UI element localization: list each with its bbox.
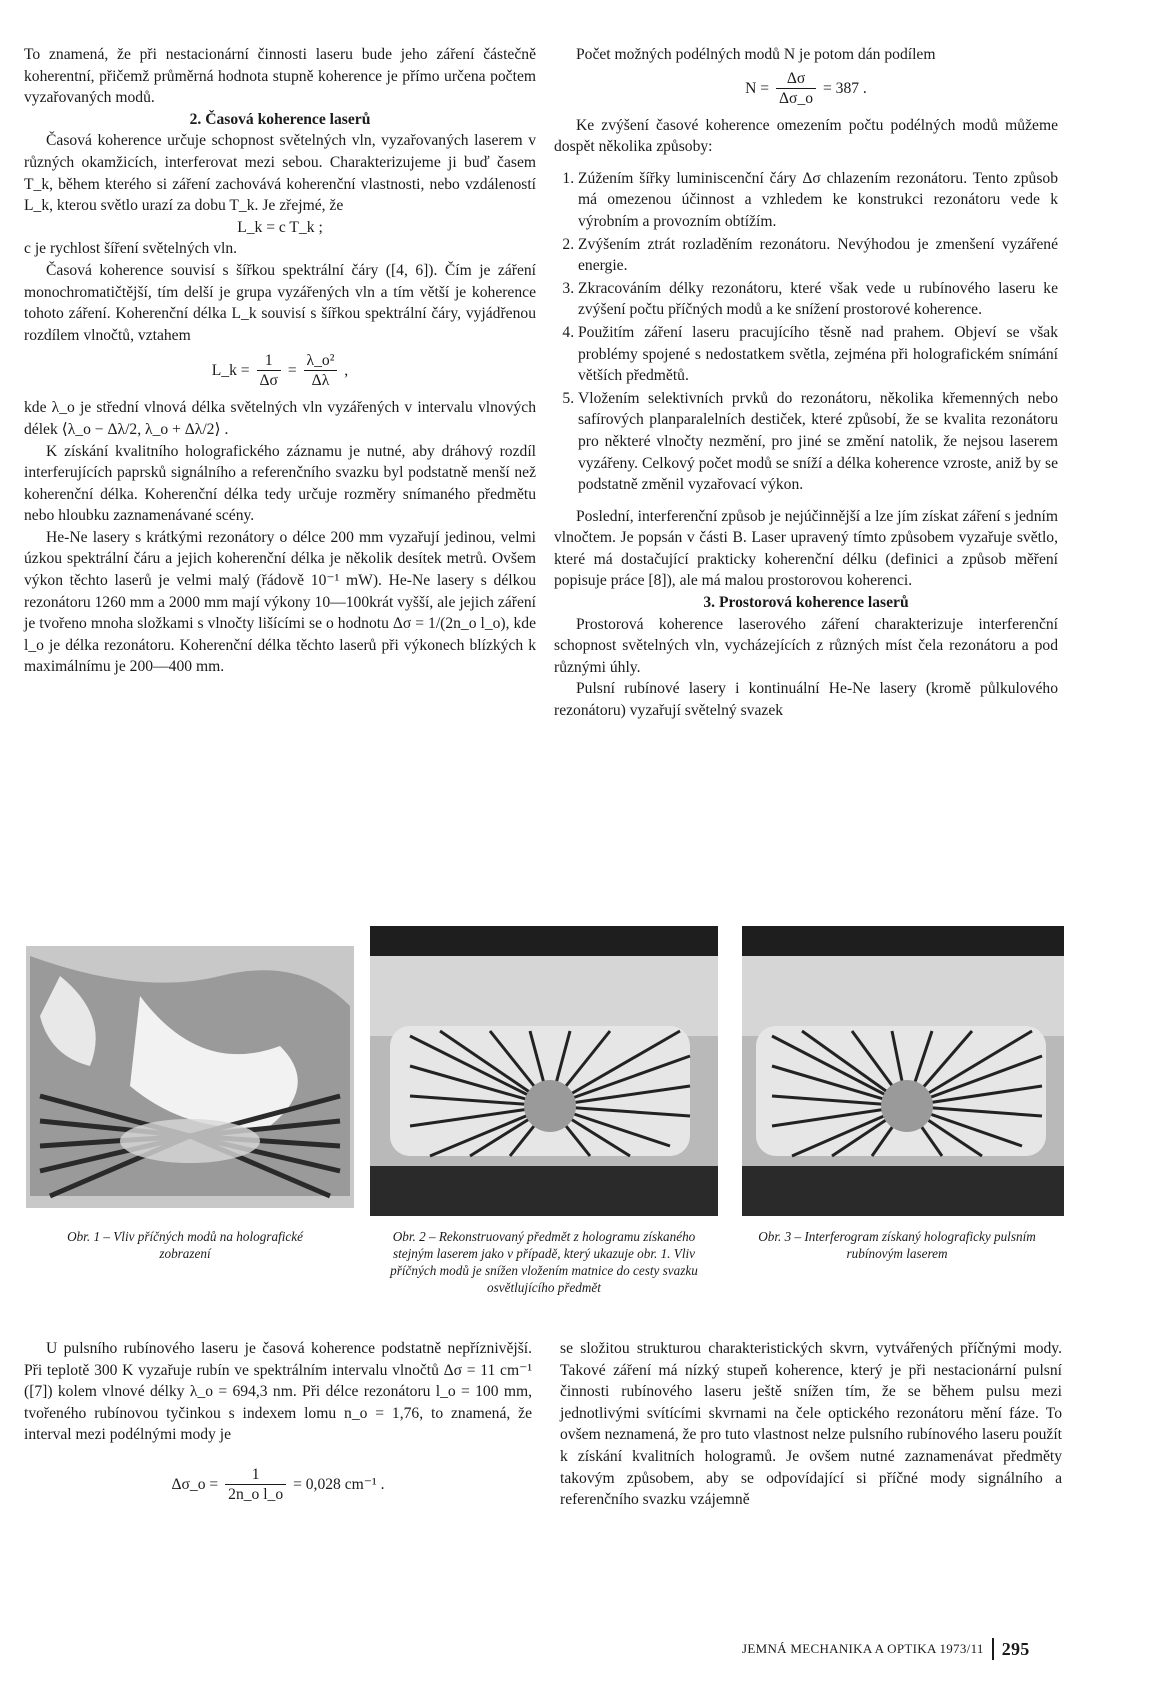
paragraph: c je rychlost šíření světelných vln. (24, 240, 238, 258)
paragraph: kde λ_o je střední vlnová délka světelných vln vyzářených v intervalu vlnových délek ⟨λ_o − Δλ/2, λ_o + Δλ/2⟩ . (24, 399, 536, 438)
paragraph: Časová koherence určuje schopnost světelných vln, vyzařovaných laserem v různých okamžicích, interferovat mezi sebou. Charakterizujeme ji buď časem T_k, během kterého si záření zachovává koherenční vlastnosti, nebo vzdáleností L_k, kterou světlo urazí za dobu T_k. Je zřejmé, že (24, 132, 536, 215)
left-column (24, 44, 536, 678)
paragraph: Pulsní rubínové lasery i kontinuální He-Ne lasery (kromě půlkulového rezonátoru) vyzařují světelný svazek (554, 680, 1058, 720)
right-column (554, 44, 1058, 722)
paragraph: Počet možných podélných modů N je potom dán podílem (576, 46, 936, 63)
paragraph: He-Ne lasery s krátkými rezonátory o délce 200 mm vyzařují jedinou, velmi úzkou spektrální čáru a jejich koherenční délka je několik desítek metrů. Ovšem výkon těchto laserů je velmi malý (řádově 10⁻¹ mW). He-Ne lasery s délkou rezonátoru 1260 mm a 2000 mm mají výkony 10—100krát vyšší, ale jejich záření je tvořeno mnoha složkami s vlnočty lišícími se o hodnotu Δσ = 1/(2n_o l_o), kde l_o je délka rezonátoru. Koherenční délka těchto laserů při výkonech blízkých k maximálnímu je 200—400 mm. (24, 528, 536, 676)
page-footer (742, 1638, 1030, 1660)
list-item: 1. Zúžením šířky luminiscenční čáry Δσ chlazením rezonátoru. Tento způsob má omezenou účinnost a vzhledem ke konstrukci rezonátoru vede k výrobním a provozním obtížím. (578, 168, 1058, 233)
eq-left: L_k = (211, 362, 250, 380)
eq-end: , (344, 362, 349, 380)
figure-3-photo (742, 926, 1064, 1216)
paragraph: U pulsního rubínového laseru je časová koherence podstatně nepříznivější. Při teplotě 300 K vyzařuje rubín ve spektrálním intervalu vlnočtů Δσ = 11 cm⁻¹ ([7]) kolem vlnové délky λ_o = 694,3 nm. Při délce rezonátoru l_o = 100 mm, tvořeného rubínovou tyčinkou s indexem lomu n_o = 1,76, to znamená, že interval mezi podélnými mody je (24, 1340, 532, 1444)
equation (24, 352, 536, 391)
bottom-left-column (24, 1338, 532, 1509)
figure-1-caption: Obr. 1 – Vliv příčných modů na holografické zobrazení (67, 1229, 303, 1261)
list-item: 4. Použitím záření laseru pracujícího těsně nad prahem. Objeví se však problémy spojené s nedostatkem světla, zejména při holografickém snímání větších předmětů. (578, 322, 1058, 387)
numerator: 1 (257, 352, 281, 371)
journal-name: JEMNÁ MECHANIKA A OPTIKA 1973/11 (742, 1641, 984, 1656)
paragraph: Ke zvýšení časové koherence omezením počtu podélných modů můžeme dospět několika způsoby: (554, 116, 1058, 156)
figure-2-photo (370, 926, 718, 1216)
paragraph: Prostorová koherence laserového záření charakterizuje interferenční schopnost světelných vln, vycházejících z různých míst čela rezonátoru a pod různými úhly. (554, 615, 1058, 676)
numbered-list (554, 168, 1058, 496)
eq-mid: = (287, 362, 297, 380)
fraction (257, 352, 281, 391)
section-heading: 3. Prostorová koherence laserů (703, 594, 909, 612)
denominator: Δλ (311, 372, 330, 390)
numerator: 1 (225, 1466, 286, 1485)
bottom-right-column (560, 1338, 1062, 1511)
figure-2-caption: Obr. 2 – Rekonstruovaný předmět z hologramu získaného stejným laserem jako v případě, který ukazuje obr. 1. Vliv příčných modů je snížen vložením matnice do cesty svazku osvětlujícího předmět (390, 1229, 698, 1295)
list-item: 5. Vložením selektivních prvků do rezonátoru, několika křemenných nebo safírových planparalelních destiček, které způsobí, že se kvalita rezonátoru pro některé vlnočty nezmění, pro jiné se změní natolik, že nejsou laserem vyzářeny. Celkový počet modů se sníží a délka koherence vzroste, aniž by se podstatně změnil vyzařovací výkon. (578, 388, 1058, 496)
list-item: 3. Zkracováním délky rezonátoru, které však vede u rubínového laseru ke zvýšení počtu příčných modů a ke snížení prostorové koherence. (578, 278, 1058, 321)
fraction (304, 352, 338, 391)
fraction (225, 1466, 286, 1505)
paragraph: K získání kvalitního holografického záznamu je nutné, aby dráhový rozdíl interferujících paprsků signálního a referenčního svazku byl podstatně menší než koherenční délka. Koherenční délka tedy určuje rozměry snímaného předmětu nebo hloubku zaznamenávané scény. (24, 442, 536, 525)
fraction (776, 70, 816, 109)
footer-divider (992, 1638, 994, 1660)
paragraph: To znamená, že při nestacionární činnosti laseru bude jeho záření částečně koherentní, přičemž průměrná hodnota stupně koherence je přímo určena počtem vyzařovaných modů. (24, 46, 536, 107)
denominator: Δσ (259, 372, 278, 390)
numerator: Δσ (776, 70, 816, 89)
section-heading: 2. Časová koherence laserů (189, 110, 371, 128)
figure-3-caption: Obr. 3 – Interferogram získaný holograficky pulsním rubínovým laserem (758, 1229, 1036, 1261)
equation (554, 70, 1058, 109)
equation: L_k = c T_k ; (237, 218, 323, 236)
numerator: λ_o² (304, 352, 338, 371)
denominator: 2n_o l_o (228, 1485, 284, 1503)
eq-left: Δσ_o = (171, 1476, 219, 1494)
denominator: Δσ_o (779, 89, 814, 107)
list-item: 2. Zvýšením ztrát rozladěním rezonátoru. Nevýhodou je zmenšení vyzářené energie. (578, 234, 1058, 277)
page-number: 295 (1001, 1638, 1030, 1659)
eq-left: N = (745, 79, 770, 97)
paragraph: Poslední, interferenční způsob je nejúčinnější a lze jím získat záření s jedním vlnočtem. Je popsán v části B. Laser upravený tímto způsobem vyzařuje světlo, které má dostačující prakticky koherenční délku (definici a způsob měření popisuje práce [8]), ale má malou prostorovou koherenci. (554, 507, 1058, 590)
eq-right: = 387 . (822, 79, 867, 97)
equation (24, 1466, 532, 1505)
eq-right: = 0,028 cm⁻¹ . (293, 1476, 385, 1494)
figure-1-photo (20, 936, 360, 1214)
paragraph: se složitou strukturou charakteristických skvrn, vytvářených příčnými mody. Takové záření má nízký stupeň koherence, který je při nestacionární pulsní činnosti rubínového laseru ještě snížen tím, že se během pulsu mezi jednotlivými svítícími skvrnami na čele optického rezonátoru mění fáze. To ovšem neznamená, že pro tuto vlastnost nelze pulsního rubínového laseru použít k získání kvalitních hologramů. Je ovšem nutné zaznamenávat předměty takovým způsobem, aby se odpovídající si příčné mody signálního a referenčního svazku vzájemně (560, 1340, 1062, 1509)
paragraph: Časová koherence souvisí s šířkou spektrální čáry ([4, 6]). Čím je záření monochromatičtější, tím delší je grupa vyzářených vln a tím větší je koherence tohoto záření. Koherenční délka L_k souvisí s šířkou spektrální čáry, vyjádřenou rozdílem vlnočtů, vztahem (24, 261, 536, 344)
